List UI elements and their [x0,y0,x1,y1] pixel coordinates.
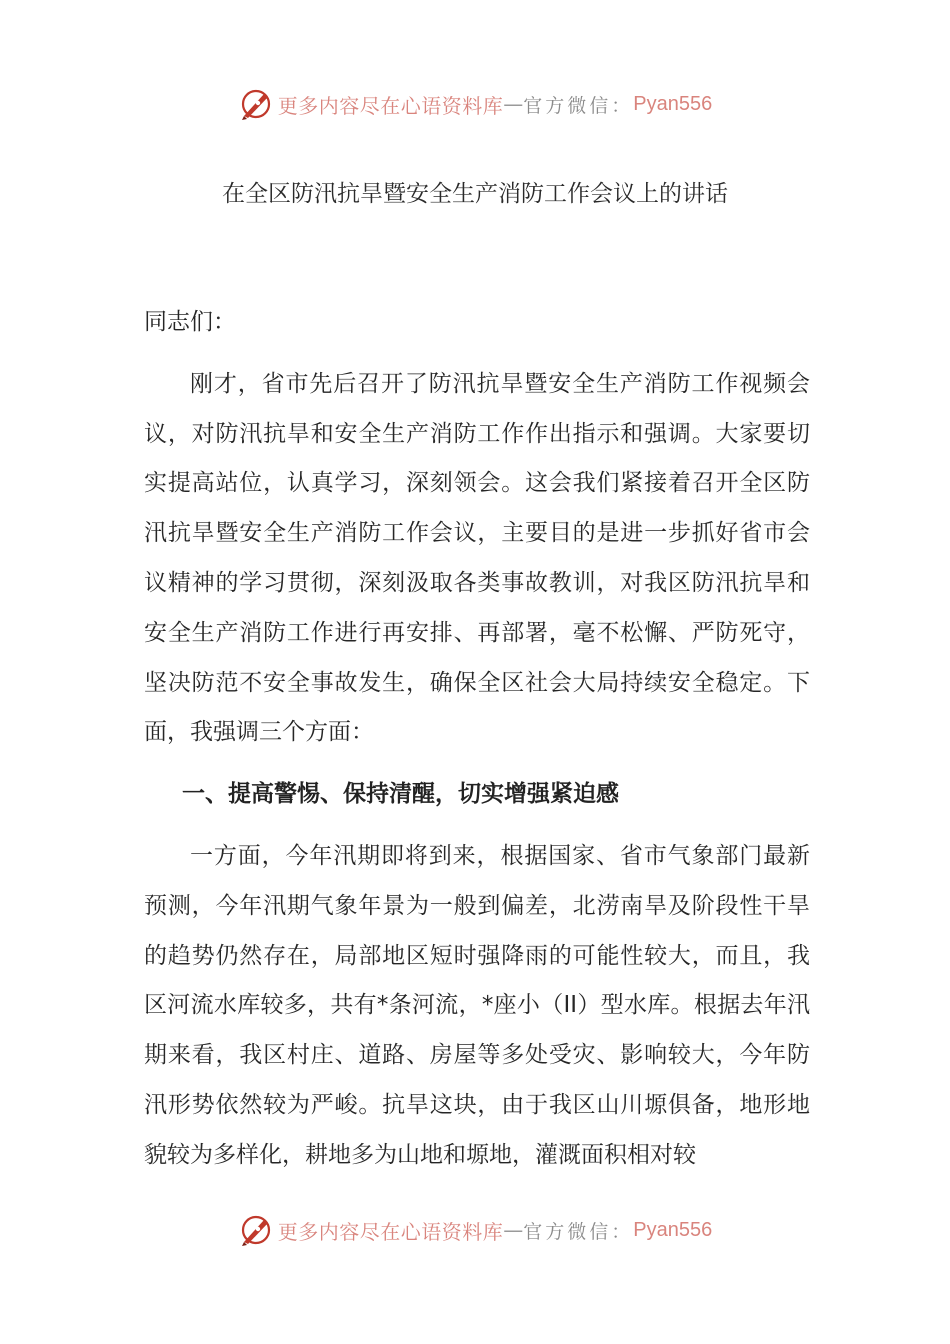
paragraph: 刚才，省市先后召开了防汛抗旱暨安全生产消防工作视频会议，对防汛抗旱和安全生产消防工作作出指示和强调。大家要切实提高站位，认真学习，深刻领会。这会我们紧接着召开全区防汛抗旱暨安全生产消防工作会议，主要目的是进一步抓好省市会议精神的学习贯彻，深刻汲取各类事故教训，对我区防汛抗旱和安全生产消防工作进行再安排、再部署，毫不松懈、严防死守，坚决防范不安全事故发生，确保全区社会大局持续安全稳定。下面，我强调三个方面： [144,370,810,746]
watermark-text: 更多内容尽在心语资料库 [277,93,504,118]
watermark-wechat-id: Pyan556 [633,1218,713,1241]
watermark-wechat-label: 官方微信： [523,1220,634,1243]
watermark-text: 更多内容尽在心语资料库 [277,1219,504,1244]
greeting: 同志们： [144,309,236,335]
document-title: 在全区防汛抗旱暨安全生产消防工作会议上的讲话 [222,181,728,207]
document-body [144,298,810,1193]
pen-logo-icon [238,1212,274,1248]
watermark-wechat-label: 官方微信： [523,94,634,117]
watermark-banner-top [0,84,950,124]
watermark-banner-bottom [0,1210,950,1250]
paragraph: 一方面，今年汛期即将到来，根据国家、省市气象部门最新预测，今年汛期气象年景为一般到偏差，北涝南旱及阶段性干旱的趋势仍然存在，局部地区短时强降雨的可能性较大，而且，我区河流水库较多，共有*条河流，*座小（II）型水库。根据去年汛期来看，我区村庄、道路、房屋等多处受灾、影响较大，今年防汛形势依然较为严峻。抗旱这块，由于我区山川塬俱备，地形地貌较为多样化，耕地多为山地和塬地，灌溉面积相对较 [144,842,810,1168]
watermark-dash: — [503,1218,524,1242]
watermark-wechat-id: Pyan556 [633,92,713,115]
watermark-dash: — [503,92,524,116]
pen-logo-icon [238,86,274,122]
section-heading: 一、提高警惕、保持清醒，切实增强紧迫感 [181,781,619,808]
